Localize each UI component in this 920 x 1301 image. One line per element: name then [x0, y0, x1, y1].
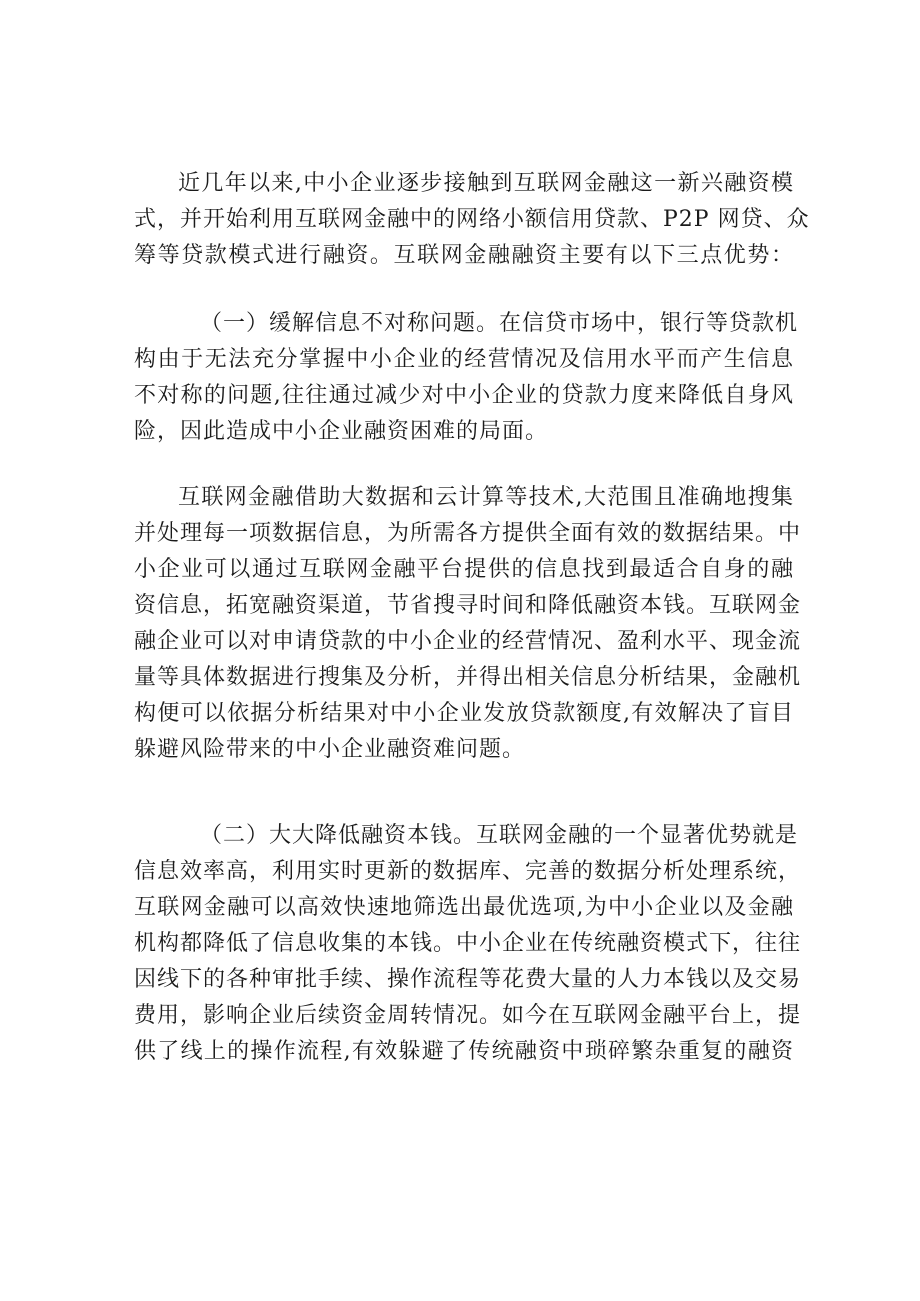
text-line: 小企业可以通过互联网金融平台提供的信息找到最适合自身的融	[134, 557, 794, 582]
text-line: 构由于无法充分掌握中小企业的经营情况及信用水平而产生信息	[134, 347, 794, 372]
text-line: 融企业可以对申请贷款的中小企业的经营情况、盈利水平、现金流	[134, 629, 802, 654]
paragraph-intro	[134, 166, 810, 274]
text-line: 资信息，拓宽融资渠道，节省搜寻时间和降低融资本钱。互联网金	[134, 593, 802, 618]
paragraph-body	[134, 480, 802, 768]
paragraph-section-2	[134, 818, 802, 1070]
text-line: 险，因此造成中小企业融资困难的局面。	[134, 419, 549, 444]
text-line: 信息效率高，利用实时更新的数据库、完善的数据分析处理系统，	[134, 859, 802, 884]
text-line: 费用，影响企业后续资金周转情况。如今在互联网金融平台上，提	[134, 1003, 802, 1028]
text-line: （一）缓解信息不对称问题。在信贷市场中，银行等贷款机	[200, 311, 799, 336]
text-line: 机构都降低了信息收集的本钱。中小企业在传统融资模式下，往往	[134, 931, 802, 956]
text-line: 互联网金融借助大数据和云计算等技术,大范围且准确地搜集	[178, 485, 794, 510]
text-line: 因线下的各种审批手续、操作流程等花费大量的人力本钱以及交易	[134, 967, 802, 992]
text-line: （二）大大降低融资本钱。互联网金融的一个显著优势就是	[200, 823, 799, 848]
text-line: 式，并开始利用互联网金融中的网络小额信用贷款、P2P 网贷、众	[134, 207, 810, 232]
text-line: 量等具体数据进行搜集及分析，并得出相关信息分析结果，金融机	[134, 665, 802, 690]
text-line: 构便可以依据分析结果对中小企业发放贷款额度,有效解决了盲目	[134, 701, 794, 726]
text-line: 近几年以来,中小企业逐步接触到互联网金融这一新兴融资模	[178, 171, 794, 196]
text-line: 并处理每一项数据信息，为所需各方提供全面有效的数据结果。中	[134, 521, 802, 546]
text-line: 不对称的问题,往往通过减少对中小企业的贷款力度来降低自身风	[134, 383, 794, 408]
text-line: 供了线上的操作流程,有效躲避了传统融资中琐碎繁杂重复的融资	[134, 1039, 794, 1064]
text-line: 筹等贷款模式进行融资。互联网金融融资主要有以下三点优势：	[134, 243, 794, 268]
text-line: 躲避风险带来的中小企业融资难问题。	[134, 737, 526, 762]
text-line: 互联网金融可以高效快速地筛选出最优选项,为中小企业以及金融	[134, 895, 794, 920]
paragraph-section-1	[134, 306, 799, 450]
